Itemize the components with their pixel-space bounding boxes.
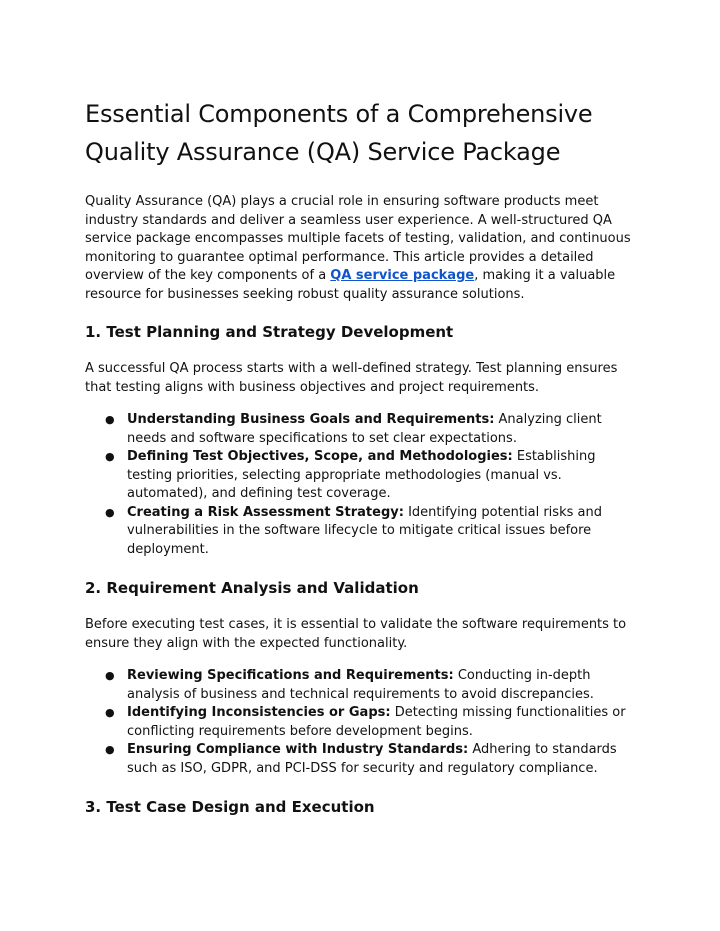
list-item-text: Adhering to standards such as ISO, GDPR, and PCI-DSS for security and regulatory compliance. xyxy=(127,742,617,776)
section-list-test-planning xyxy=(85,411,636,559)
section-heading-test-case-design: 3. Test Case Design and Execution xyxy=(85,798,375,816)
list-item xyxy=(85,504,636,560)
list-item xyxy=(85,448,636,504)
intro-paragraph xyxy=(85,193,636,304)
bullet-icon: ● xyxy=(105,413,115,426)
intro-text-before-link: Quality Assurance (QA) plays a crucial role in ensuring software products meet industry standards and deliver a seamless user experience. A well-structured QA service package encompasses multiple facets of testing, validation, and continuous monitoring to guarantee optimal performance. This article provides a detailed overview of the key components of a xyxy=(85,194,631,283)
section-lead-test-planning: A successful QA process starts with a well-defined strategy. Test planning ensures that testing aligns with business objectives and project requirements. xyxy=(85,361,618,395)
list-item-bold: Ensuring Compliance with Industry Standards: xyxy=(127,742,469,757)
list-item-text: Identifying potential risks and vulnerabilities in the software lifecycle to mitigate critical issues before deployment. xyxy=(127,504,602,557)
bullet-icon: ● xyxy=(105,505,115,519)
section-list-requirement-analysis xyxy=(85,667,636,778)
list-item xyxy=(85,741,636,778)
list-item-text: Analyzing client needs and software specifications to set clear expectations. xyxy=(127,412,602,446)
list-item-text: Establishing testing priorities, selecting appropriate methodologies (manual vs. automated), and defining test coverage. xyxy=(127,449,596,501)
list-item xyxy=(85,411,636,448)
list-item-text: Conducting in-depth analysis of business and technical requirements to avoid discrepancies. xyxy=(127,668,594,702)
qa-service-package-link[interactable]: QA service package xyxy=(330,268,475,283)
document-title: Essential Components of a Comprehensive Quality Assurance (QA) Service Package xyxy=(85,100,593,166)
list-item xyxy=(85,667,636,704)
bullet-icon: ● xyxy=(105,669,115,682)
bullet-icon: ● xyxy=(105,450,115,463)
section-heading-test-planning: 1. Test Planning and Strategy Development xyxy=(85,323,454,341)
intro-text-after-link: , making it a valuable resource for businesses seeking robust quality assurance solutions. xyxy=(85,268,616,302)
list-item-bold: Identifying Inconsistencies or Gaps: xyxy=(127,705,391,720)
section-heading-requirement-analysis: 2. Requirement Analysis and Validation xyxy=(85,579,419,597)
section-lead-requirement-analysis: Before executing test cases, it is essential to validate the software requirements to ensure they align with the expected functionality. xyxy=(85,617,627,651)
list-item-text: Detecting missing functionalities or conflicting requirements before development begins. xyxy=(127,705,626,739)
list-item xyxy=(85,704,636,741)
list-item-bold: Reviewing Specifications and Requirements: xyxy=(127,668,454,683)
list-item-bold: Defining Test Objectives, Scope, and Methodologies: xyxy=(127,449,513,464)
bullet-icon: ● xyxy=(105,706,115,719)
list-item-bold: Creating a Risk Assessment Strategy: xyxy=(127,504,404,520)
bullet-icon: ● xyxy=(105,743,115,756)
list-item-bold: Understanding Business Goals and Requirements: xyxy=(127,412,495,427)
